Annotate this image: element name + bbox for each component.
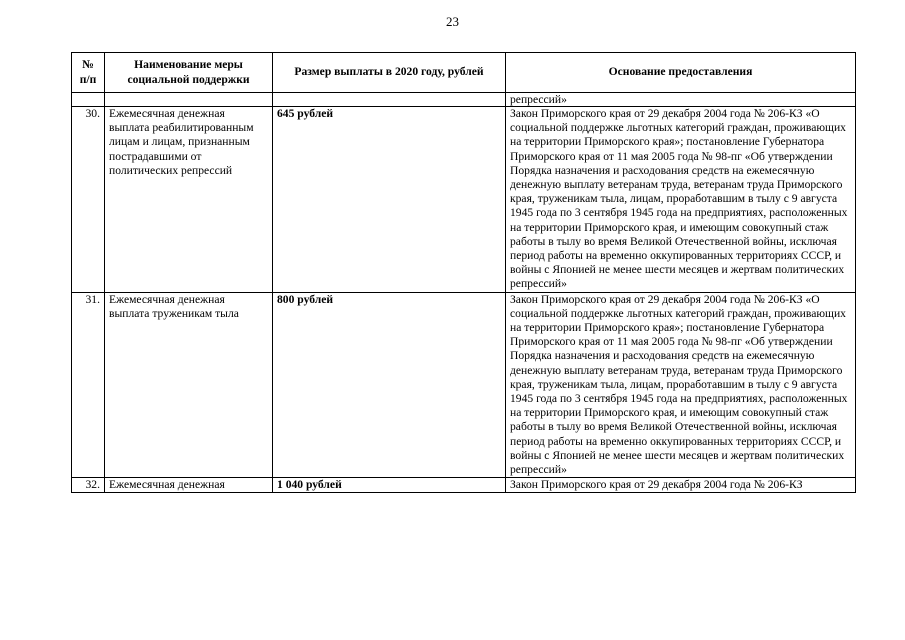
- header-amount: Размер выплаты в 2020 году, рублей: [273, 53, 506, 93]
- row-amount: 800 рублей: [273, 292, 506, 478]
- header-name: Наименование меры социальной поддержки: [105, 53, 273, 93]
- row-num: 30.: [72, 107, 105, 293]
- row-amount: 1 040 рублей: [273, 478, 506, 493]
- social-support-table: [71, 52, 856, 493]
- row-name: Ежемесячная денежная выплата реабилитированным лицам и лицам, признанным пострадавшими от политических репрессий: [105, 107, 273, 293]
- row-name: Ежемесячная денежная: [105, 478, 273, 493]
- table-header-row: [72, 53, 856, 93]
- table-row: [72, 478, 856, 493]
- row-num: 32.: [72, 478, 105, 493]
- continuation-row: [72, 93, 856, 107]
- cell-empty: [105, 93, 273, 107]
- row-num: 31.: [72, 292, 105, 478]
- continuation-text: репрессий»: [506, 93, 856, 107]
- cell-empty: [72, 93, 105, 107]
- header-basis: Основание предоставления: [506, 53, 856, 93]
- row-basis: Закон Приморского края от 29 декабря 2004 года № 206-КЗ: [506, 478, 856, 493]
- cell-empty: [273, 93, 506, 107]
- table-row: [72, 107, 856, 293]
- row-amount: 645 рублей: [273, 107, 506, 293]
- header-num: № п/п: [72, 53, 105, 93]
- row-basis: Закон Приморского края от 29 декабря 2004 года № 206-КЗ «О социальной поддержке льготных категорий граждан, проживающих на территории Приморского края»; постановление Губернатора Приморского края от 11 мая 2005 года № 98-пг «Об утверждении Порядка назначения и расходования средств на ежемесячную денежную выплату ветеранам труда, ветеранам труда Приморского края, труженикам тыла, лицам, проработавшим в тылу с 9 августа 1945 года по 3 сентября 1945 года на предприятиях, расположенных на территории Приморского края, и имеющим совокупный стаж работы в тылу во время Великой Отечественной войны, исключая период работы на временно оккупированных территориях СССР, и войны с Японией не менее шести месяцев и жертвам политических репрессий»: [506, 292, 856, 478]
- row-name: Ежемесячная денежная выплата труженикам тыла: [105, 292, 273, 478]
- table-row: [72, 292, 856, 478]
- row-basis: Закон Приморского края от 29 декабря 2004 года № 206-КЗ «О социальной поддержке льготных категорий граждан, проживающих на территории Приморского края»; постановление Губернатора Приморского края от 11 мая 2005 года № 98-пг «Об утверждении Порядка назначения и расходования средств на ежемесячную денежную выплату ветеранам труда, ветеранам труда Приморского края, труженикам тыла, лицам, проработавшим в тылу с 9 августа 1945 года по 3 сентября 1945 года на предприятиях, расположенных на территории Приморского края, и имеющим совокупный стаж работы в тылу во время Великой Отечественной войны, исключая период работы на временно оккупированных территориях СССР, и войны с Японией не менее шести месяцев и жертвам политических репрессий»: [506, 107, 856, 293]
- page-number: 23: [446, 14, 459, 29]
